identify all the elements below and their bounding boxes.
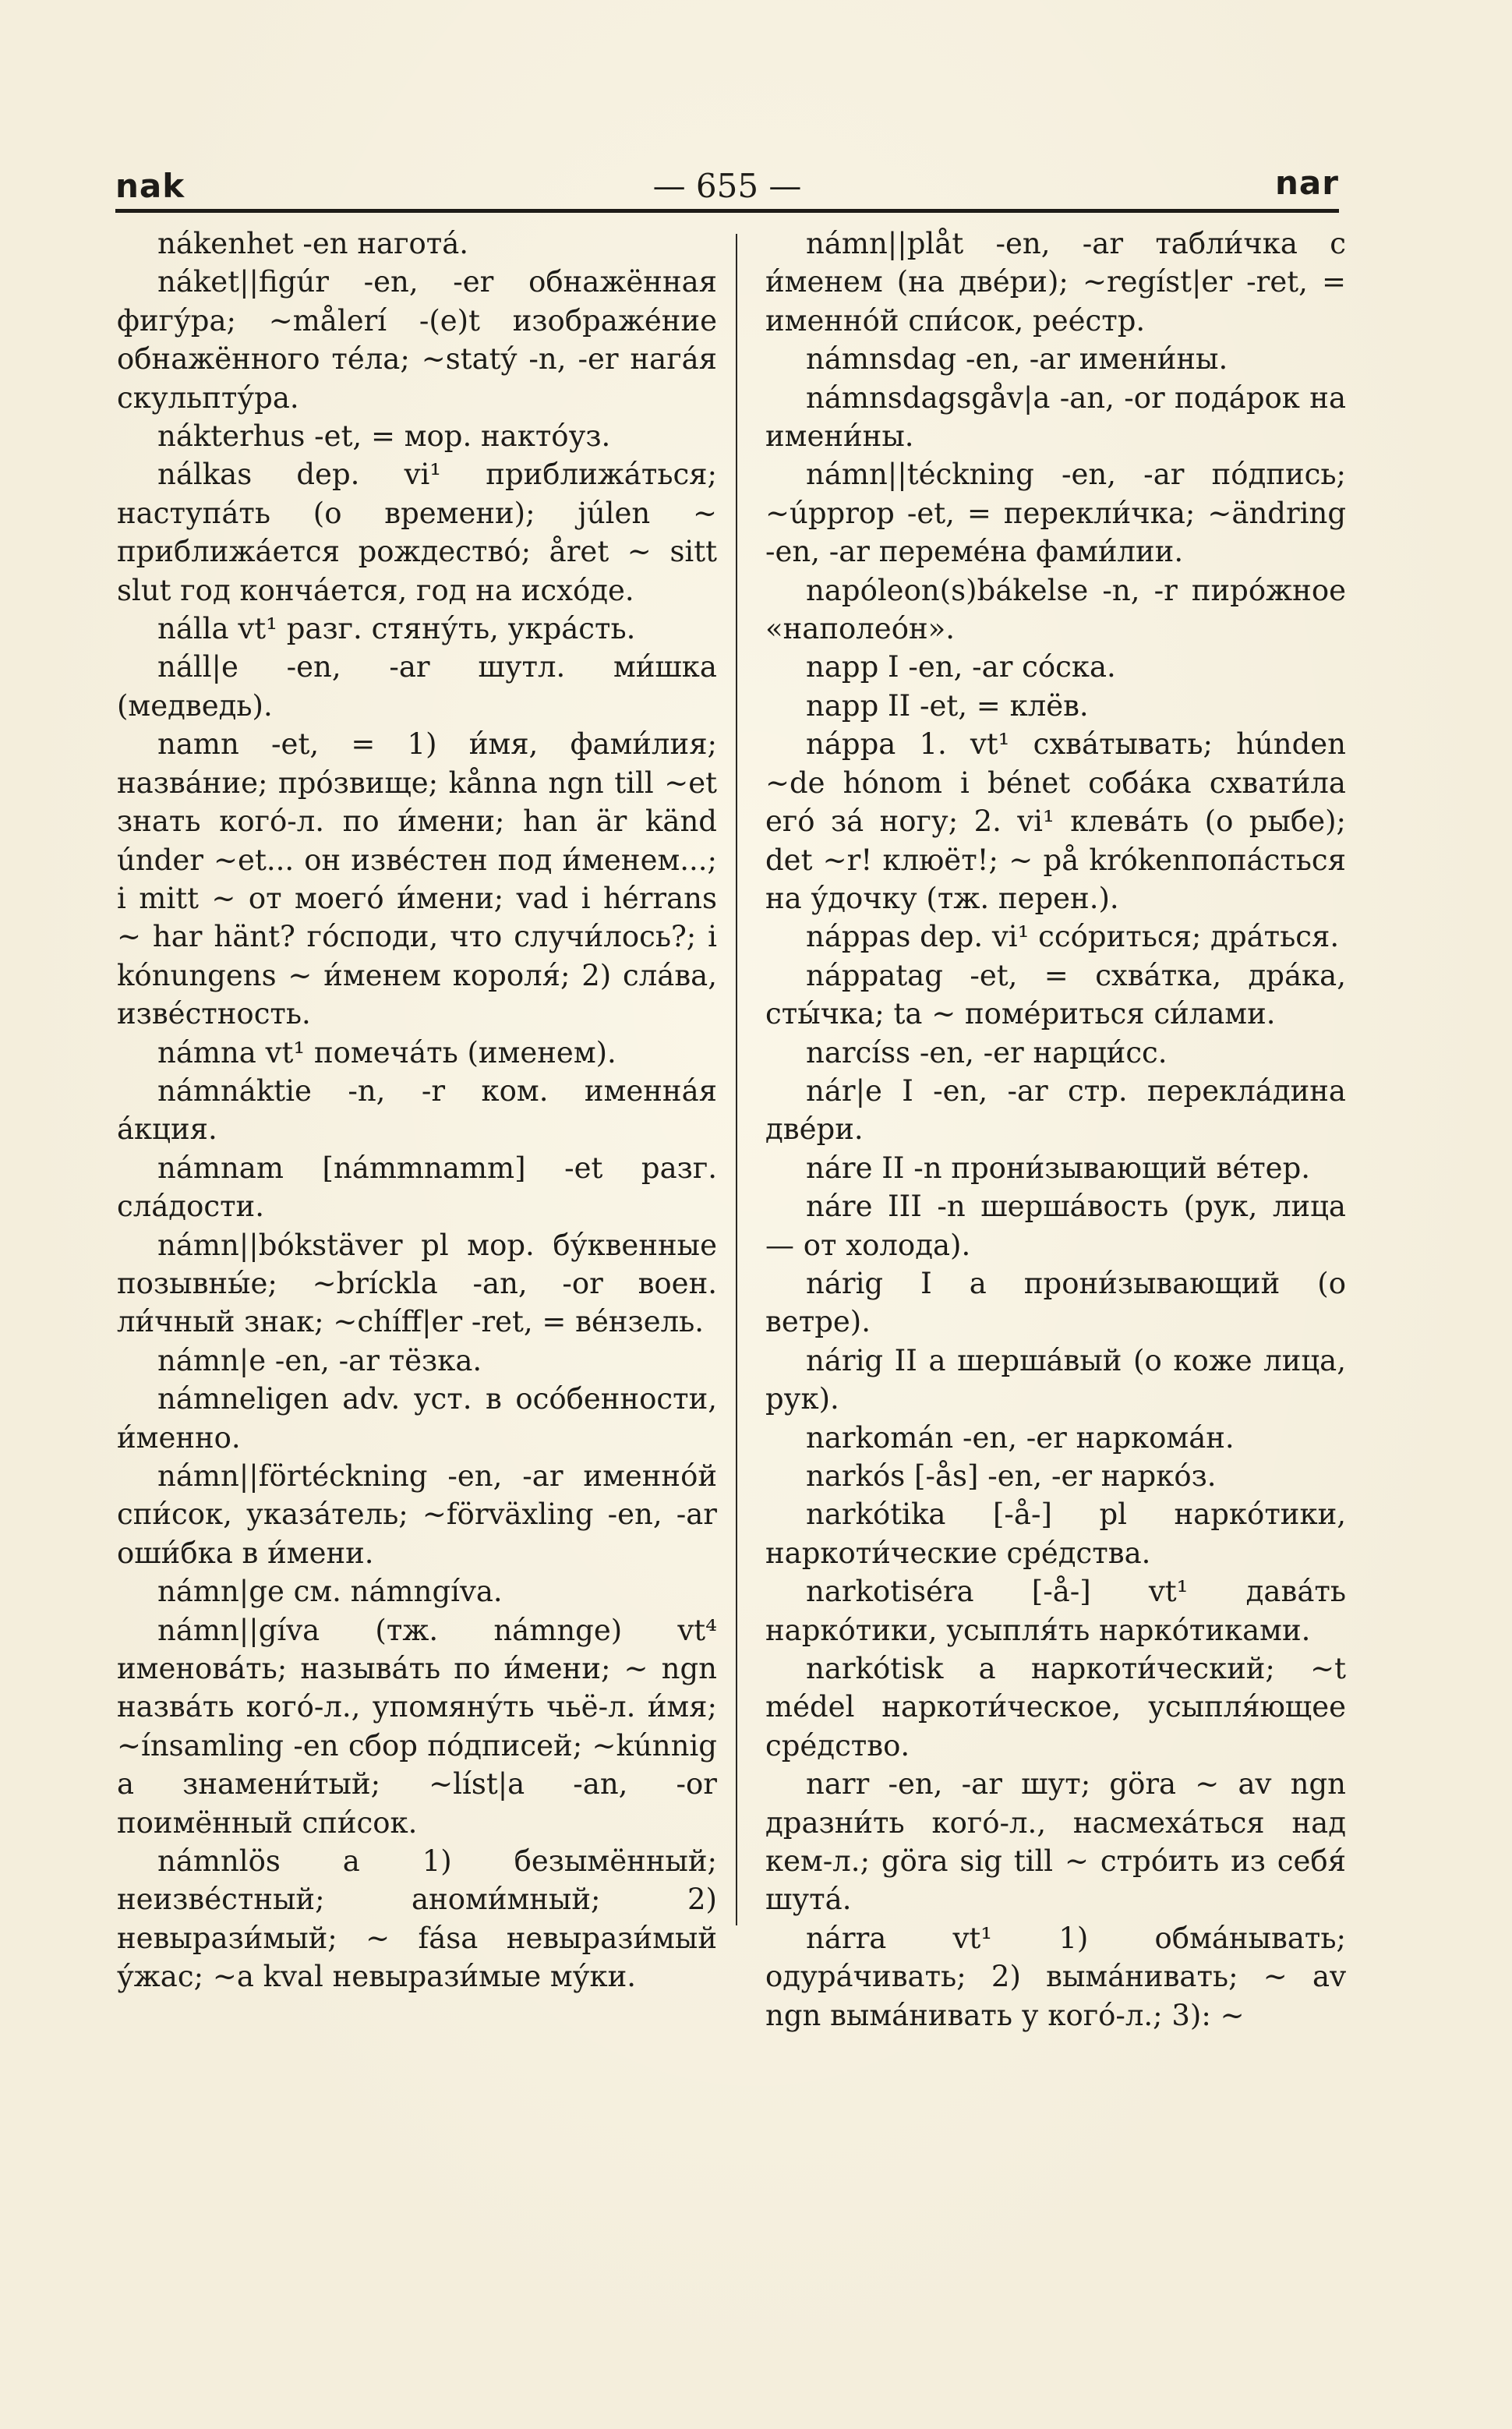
dictionary-entry: náre III -n шерша́вость (рук, лица — от холода). <box>765 1190 1346 1262</box>
dictionary-entry: nákterhus -et, = мор. накто́уз. <box>157 419 611 454</box>
dictionary-entry: námnsdag -en, -ar имени́ны. <box>806 342 1228 377</box>
dictionary-entry: nálkas dep. vi¹ приближа́ться; наступа́ть (о времени); júlen ~ приближа́ется рождество́; året ~ sitt slut год конча́ется, год на исхо́де. <box>117 458 717 607</box>
dictionary-entry: námnam [námmnamm] -et разг. сла́дости. <box>117 1151 717 1224</box>
page-header <box>115 156 1339 210</box>
dictionary-entry: namn -et, = 1) и́мя, фами́лия; назва́ние; про́звище; kånna ngn till ~et знать кого́-л. по и́мени; han är känd únder ~et... он изве́стен под и́менем...; i mitt ~ от моего́ и́мени; vad i hérrans ~ har hänt? го́споди, что случи́лось?; i kónungens ~ и́менем короля́; 2) сла́ва, изве́стность. <box>117 727 717 1031</box>
dictionary-entry: nár|e I -en, -ar стр. перекла́дина две́ри. <box>765 1073 1346 1147</box>
dictionary-entry: námnáktie -n, -r ком. именна́я а́кция. <box>117 1073 717 1147</box>
dictionary-entry: námn||plåt -en, -ar табли́чка с и́менем (на две́ри); ~regíst|er -ret, = именно́й спи́сок, рее́стр. <box>765 227 1346 338</box>
dictionary-entry: narkotiséra [-å-] vt¹ дава́ть нарко́тики, усыпля́ть нарко́тиками. <box>765 1575 1346 1647</box>
dictionary-entry: námn||bókstäver pl мор. бу́квенные позывны́е; ~brícklа -an, -or воен. ли́чный знак; ~chíff|er -ret, = ве́нзель. <box>117 1228 717 1339</box>
dictionary-entry: nákenhet -en нагота́. <box>157 227 469 260</box>
dictionary-entry: napp II -et, = клёв. <box>806 688 1089 723</box>
dictionary-entry: narkótika [-å-] pl нарко́тики, наркоти́ческие сре́дства. <box>765 1497 1346 1570</box>
dictionary-entry: narcíss -en, -er нарци́сс. <box>806 1035 1168 1070</box>
dictionary-entry: námn||förtéckning -en, -ar именно́й спи́сок, указа́тель; ~förväxling -en, -ar оши́бка в и́мени. <box>117 1459 717 1570</box>
dictionary-entry: námneligen adv. уст. в осо́бенности, и́менно. <box>117 1382 717 1455</box>
left-column <box>117 225 717 1996</box>
header-rule <box>115 209 1339 213</box>
dictionary-entry: námn|ge см. námngíva. <box>157 1575 503 1609</box>
dictionary-entry: náll|e -en, -ar шутл. ми́шка (медведь). <box>117 650 717 723</box>
dictionary-entry: narkomán -en, -er наркома́н. <box>806 1420 1235 1455</box>
dictionary-entry: náppas dep. vi¹ ссо́риться; дра́ться. <box>806 920 1340 954</box>
dictionary-entry: narkótisk a наркоти́ческий; ~t médel наркоти́ческое, усыпля́ющее сре́дство. <box>765 1652 1346 1763</box>
dictionary-entry: námnsdagsgåv|a -an, -or пода́рок на имени́ны. <box>765 380 1346 454</box>
dictionary-entry: náppa 1. vt¹ схва́тывать; húnden ~de hónom i bénet соба́ка схвати́ла его́ за́ ногу; 2. vi¹ клева́ть (о рыбе); det ~r! клюёт!; ~ på krókenпопа́сться на у́дочку (тж. перен.). <box>765 727 1346 915</box>
dictionary-entry: nárra vt¹ 1) обма́нывать; одура́чивать; 2) выма́нивать; ~ av ngn выма́нивать у кого́-л.; 3): ~ <box>765 1921 1346 2032</box>
dictionary-entry: námna vt¹ помеча́ть (именем). <box>157 1035 616 1070</box>
dictionary-entry: nárig II a шерша́вый (о коже лица, рук). <box>765 1343 1346 1416</box>
dictionary-entry: námnlös a 1) безымённый; неизве́стный; аноми́мный; 2) невырази́мый; ~ fása невырази́мый у́жас; ~a kval невырази́мые му́ки. <box>117 1844 717 1994</box>
dictionary-entry: náket||figúr -en, -er обнажённая фигу́ра; ~målerí -(e)t изображе́ние обнажённого те́ла; ~statý -n, -er нага́я скульпту́ра. <box>117 265 717 415</box>
header-left-guide-word: nak <box>115 167 185 205</box>
dictionary-entry: námn||téckning -en, -ar по́дпись; ~úpprop -et, = перекли́чка; ~ändring -en, -ar переме́на фами́лии. <box>765 458 1346 569</box>
dictionary-entry: napóleon(s)bákelse -n, -r пиро́жное «наполео́н». <box>765 573 1346 646</box>
dictionary-entry: námn||gíva (тж. námnge) vt⁴ именова́ть; называ́ть по и́мени; ~ ngn назва́ть кого́-л., упомяну́ть чьё-л. и́мя; ~ínsamling -en сбор по́дписей; ~kúnnig a знамени́тый; ~líst|a -an, -or поимённый спи́сок. <box>117 1613 717 1840</box>
dictionary-entry: napp I -en, -ar со́ска. <box>806 650 1116 684</box>
dictionary-entry: náppatag -et, = схва́тка, дра́ка, сты́чка; ta ~ поме́риться си́лами. <box>765 958 1346 1031</box>
header-right-guide-word: nar <box>1275 164 1339 202</box>
page-number: — 655 — <box>652 167 802 205</box>
column-divider <box>736 234 737 1925</box>
dictionary-entry: nálla vt¹ разг. стяну́ть, укра́сть. <box>157 612 636 646</box>
dictionary-entry: náre II -n прони́зывающий ве́тер. <box>806 1151 1311 1185</box>
dictionary-entry: nárig I a прони́зывающий (о ветре). <box>765 1266 1346 1339</box>
dictionary-entry: narkós [-ås] -en, -er нарко́з. <box>806 1459 1217 1493</box>
dictionary-entry: námn|e -en, -ar тёзка. <box>157 1343 482 1377</box>
dictionary-entry: narr -en, -ar шут; göra ~ av ngn дразни́ть кого́-л., насмеха́ться над кем-л.; göra sig till ~ стро́ить из себя́ шута́. <box>765 1767 1346 1917</box>
right-column <box>765 225 1346 2035</box>
